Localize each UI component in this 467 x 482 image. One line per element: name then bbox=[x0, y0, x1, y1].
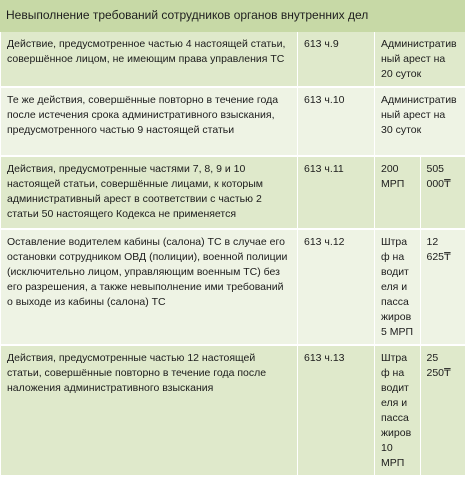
row-penalty: Штраф на водителя и пассажиров 10 МРП bbox=[375, 345, 421, 476]
row-amount: 25 250₸ bbox=[420, 345, 466, 476]
row-description: Действие, предусмотренное частью 4 настоящей статьи, совершённое лицом, не имеющим права управления ТС bbox=[1, 32, 298, 87]
row-article: 613 ч.12 bbox=[298, 229, 375, 345]
table-row bbox=[1, 345, 466, 476]
row-description: Оставление водителем кабины (салона) ТС в случае его остановки сотрудником ОВД (полиции), военной полиции (исключительно лицом, управляющим военным ТС) без его разрешения, а также невыполнение ими требований о выходе из кабины (салона) ТС bbox=[1, 229, 298, 345]
penalties-table bbox=[0, 32, 466, 477]
table-row bbox=[1, 32, 466, 87]
row-penalty: Административный арест на 30 суток bbox=[375, 87, 466, 156]
row-penalty: Административный арест на 20 суток bbox=[375, 32, 466, 87]
row-amount: 505 000₸ bbox=[420, 156, 466, 229]
table-title: Невыполнение требований сотрудников органов внутренних дел bbox=[0, 0, 466, 32]
row-article: 613 ч.13 bbox=[298, 345, 375, 476]
row-penalty: 200 МРП bbox=[375, 156, 421, 229]
row-article: 613 ч.9 bbox=[298, 32, 375, 87]
table-row bbox=[1, 156, 466, 229]
row-article: 613 ч.11 bbox=[298, 156, 375, 229]
row-penalty: Штраф на водителя и пассажиров 5 МРП bbox=[375, 229, 421, 345]
row-description: Те же действия, совершённые повторно в течение года после истечения срока административного взыскания, предусмотренного частью 9 настоящей статьи bbox=[1, 87, 298, 156]
table-row bbox=[1, 87, 466, 156]
row-description: Действия, предусмотренные частями 7, 8, 9 и 10 настоящей статьи, совершённые лицами, к которым административный арест в соответствии с частью 2 статьи 50 настоящего Кодекса не применяется bbox=[1, 156, 298, 229]
table-row bbox=[1, 229, 466, 345]
row-description: Действия, предусмотренные частью 12 настоящей статьи, совершённые повторно в течение года после наложения административного взыскания bbox=[1, 345, 298, 476]
row-article: 613 ч.10 bbox=[298, 87, 375, 156]
row-amount: 12 625₸ bbox=[420, 229, 466, 345]
